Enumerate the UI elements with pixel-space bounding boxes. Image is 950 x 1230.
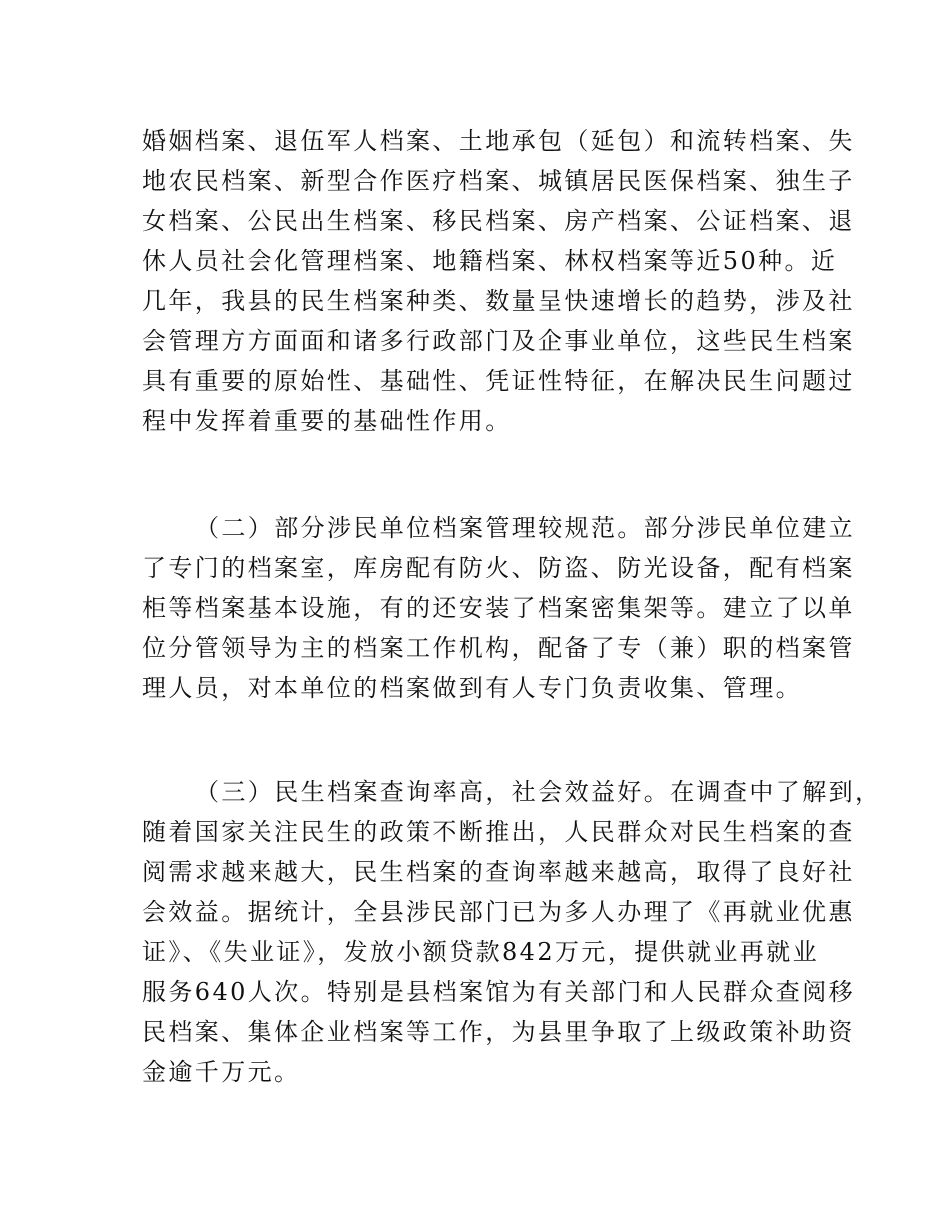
paragraph-archive-types [142, 121, 855, 441]
text-line: 了专门的档案室，库房配有防火、防盗、防光设备，配有档案 [142, 554, 855, 582]
text-line: 程中发挥着重要的基础性作用。 [142, 407, 512, 435]
text-line: 柜等档案基本设施，有的还安装了档案密集架等。建立了以单 [142, 594, 855, 622]
text-line: （二）部分涉民单位档案管理较规范。部分涉民单位建立 [195, 514, 855, 542]
text-line: 证》、《失业证》，发放小额贷款842万元，提供就业再就业 [142, 938, 820, 966]
text-line: 民档案、集体企业档案等工作，为县里争取了上级政策补助资 [142, 1018, 855, 1046]
text-line: 位分管领导为主的档案工作机构，配备了专（兼）职的档案管 [142, 634, 855, 662]
text-line: 服务640人次。特别是县档案馆为有关部门和人民群众查阅移 [142, 978, 856, 1006]
text-line: 休人员社会化管理档案、地籍档案、林权档案等近50种。近 [142, 247, 838, 275]
text-line: 女档案、公民出生档案、移民档案、房产档案、公证档案、退 [142, 207, 855, 235]
text-line: （三）民生档案查询率高，社会效益好。在调查中了解到， [195, 778, 882, 806]
text-line: 具有重要的原始性、基础性、凭证性特征，在解决民生问题过 [142, 367, 855, 395]
paragraph-section-three [142, 772, 882, 1092]
text-line: 随着国家关注民生的政策不断推出，人民群众对民生档案的查 [142, 818, 855, 846]
text-line: 几年，我县的民生档案种类、数量呈快速增长的趋势，涉及社 [142, 287, 855, 315]
text-line: 会管理方方面面和诸多行政部门及企事业单位，这些民生档案 [142, 327, 855, 355]
text-line: 地农民档案、新型合作医疗档案、城镇居民医保档案、独生子 [142, 167, 855, 195]
paragraph-section-two [142, 508, 855, 708]
text-line: 阅需求越来越大，民生档案的查询率越来越高，取得了良好社 [142, 858, 855, 886]
text-line: 金逾千万元。 [142, 1058, 301, 1086]
text-line: 会效益。据统计，全县涉民部门已为多人办理了《再就业优惠 [142, 898, 855, 926]
text-line: 婚姻档案、退伍军人档案、土地承包（延包）和流转档案、失 [142, 127, 855, 155]
text-line: 理人员，对本单位的档案做到有人专门负责收集、管理。 [142, 674, 802, 702]
